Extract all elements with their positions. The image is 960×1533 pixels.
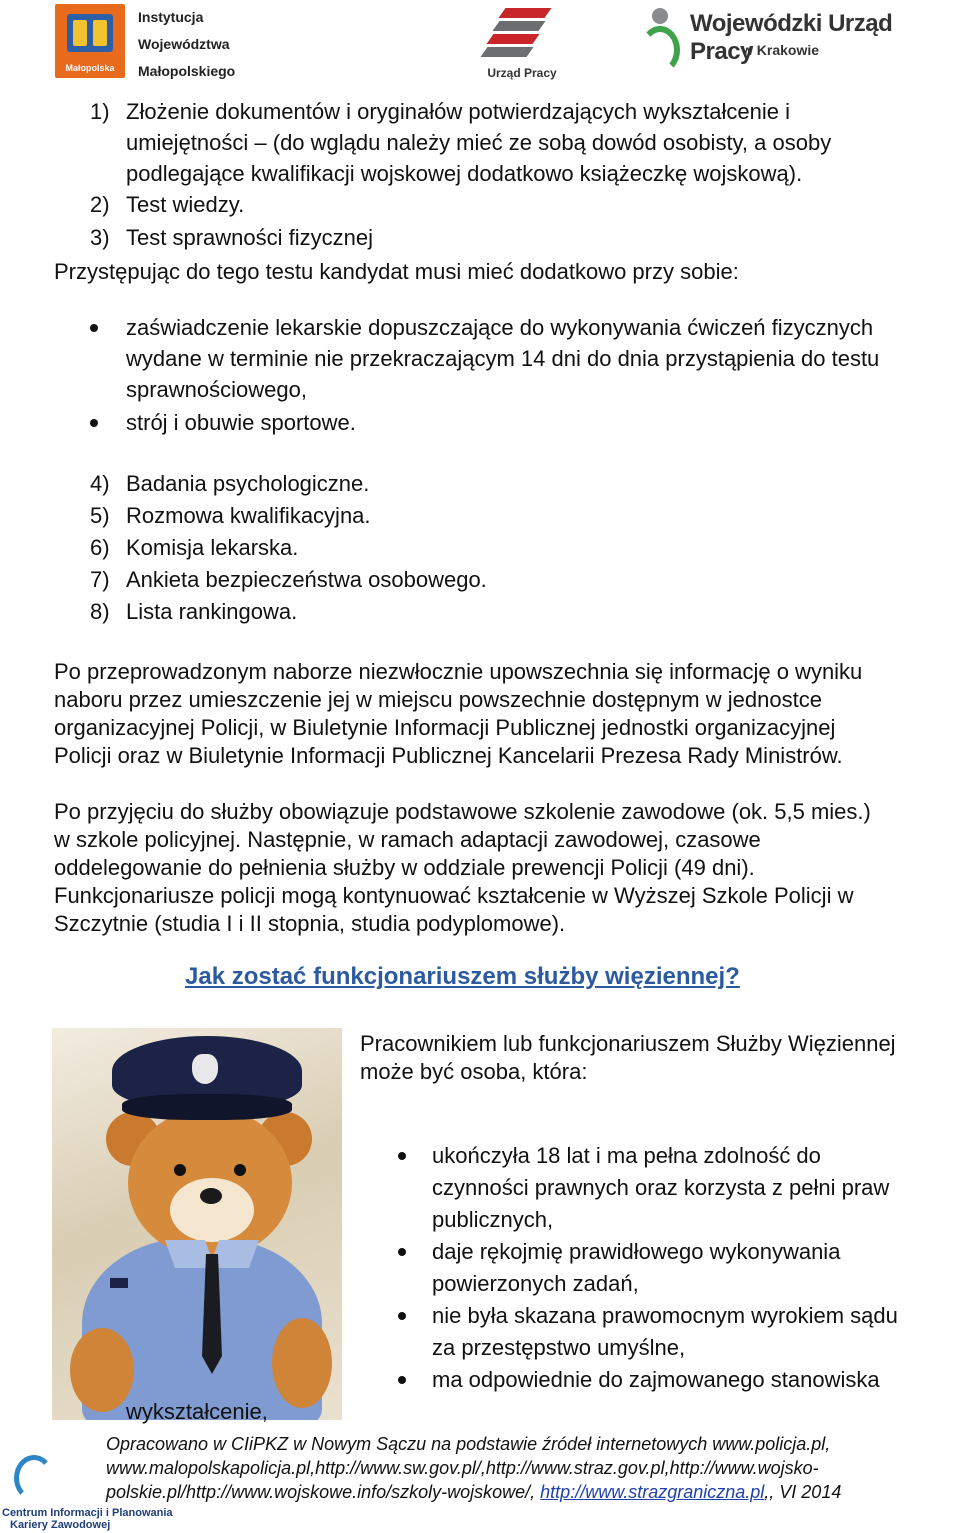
prison-continuation: wykształcenie,: [126, 1399, 268, 1424]
bullet-icon: [90, 324, 98, 332]
prison-bullet-1-line-2: czynności prawnych oraz korzysta z pełni praw: [432, 1175, 890, 1200]
step-3-bullet-2: strój i obuwie sportowe.: [126, 410, 356, 435]
eagle-emblem-icon: [192, 1054, 218, 1084]
teddy-bear-officer-image: [52, 1028, 342, 1420]
step-1-line-2: umiejętności – (do wglądu należy mieć ze sobą dowód osobisty, a osoby: [126, 130, 832, 155]
person-figure-icon: [638, 8, 682, 76]
step-4: 4) Badania psychologiczne.: [90, 471, 370, 496]
bullet-icon: [90, 419, 98, 427]
wup-krakow-logo: [630, 4, 960, 80]
step-8: 8) Lista rankingowa.: [90, 599, 298, 624]
ciipkz-swoosh-icon: [14, 1455, 54, 1501]
prison-bullet-1-line-1: ukończyła 18 lat i ma pełna zdolność do: [432, 1143, 821, 1168]
footer-line-1: Opracowano w CIiPKZ w Nowym Sączu na podstawie źródeł internetowych www.policja.pl,: [106, 1434, 831, 1454]
step-5: 5) Rozmowa kwalifikacyjna.: [90, 503, 371, 528]
ciipkz-name-line-1: Centrum Informacji i Planowania: [2, 1507, 173, 1519]
bullet-icon: [398, 1152, 406, 1160]
prison-service-heading: Jak zostać funkcjonariuszem służby więziennej?: [185, 963, 740, 990]
bullet-icon: [398, 1376, 406, 1384]
step-3-intro: Przystępując do tego testu kandydat musi mieć dodatkowo przy sobie:: [54, 259, 739, 284]
wup-name: Wojewódzki Urząd Pracy: [690, 10, 893, 65]
paragraph-1-line-4: Policji oraz w Biuletynie Informacji Publicznej Kancelarii Prezesa Rady Ministrów.: [54, 743, 843, 768]
paragraph-1-line-1: Po przeprowadzonym naborze niezwłocznie upowszechnia się informację o wyniku: [54, 659, 863, 684]
prison-bullet-2-line-1: daje rękojmię prawidłowego wykonywania: [432, 1239, 841, 1264]
prison-bullet-3-line-1: nie była skazana prawomocnym wyrokiem sądu: [432, 1303, 898, 1328]
wup-city: w Krakowie: [742, 42, 820, 58]
footer-line-2: www.malopolskapolicja.pl,http://www.sw.gov.pl/,http://www.straz.gov.pl,http://www.wojsko-: [106, 1458, 819, 1478]
malopolska-badge-text: Małopolska: [65, 63, 115, 73]
step-3-bullet-1-line-3: sprawnościowego,: [126, 377, 307, 402]
malopolska-badge: [55, 4, 125, 78]
ciipkz-name-line-2: Kariery Zawodowej: [10, 1519, 111, 1531]
step-1-line-1: 1) Złożenie dokumentów i oryginałów potwierdzających wykształcenie i: [90, 99, 790, 124]
step-3-bullet-1-line-2: wydane w terminie nie przekraczającym 14 dni do dnia przystąpienia do testu: [126, 346, 880, 371]
paragraph-2-line-1: Po przyjęciu do służby obowiązuje podstawowe szkolenie zawodowe (ok. 5,5 mies.): [54, 799, 871, 824]
step-3-bullet-1-line-1: zaświadczenie lekarskie dopuszczające do wykonywania ćwiczeń fizycznych: [126, 315, 874, 340]
urzad-pracy-stripes-icon: [484, 4, 558, 60]
bullet-icon: [398, 1312, 406, 1320]
prison-bullet-1-line-3: publicznych,: [432, 1207, 554, 1232]
prison-bullet-4-line-1: ma odpowiednie do zajmowanego stanowiska: [432, 1367, 880, 1392]
prison-bullet-2-line-2: powierzonych zadań,: [432, 1271, 639, 1296]
malopolska-emblem-icon: [67, 14, 113, 52]
bullet-icon: [398, 1248, 406, 1256]
paragraph-2-line-5: Szczytnie (studia I i II stopnia, studia podyplomowe).: [54, 911, 566, 936]
paragraph-2-line-2: w szkole policyjnej. Następnie, w ramach adaptacji zawodowej, czasowe: [54, 827, 761, 852]
urzad-pracy-logo: [472, 4, 572, 80]
step-3: 3) Test sprawności fizycznej: [90, 225, 373, 250]
paragraph-1-line-2: naboru przez umieszczenie jej w miejscu powszechnie dostępnym w jednostce: [54, 687, 822, 712]
institution-name: Instytucja Województwa Małopolskiego: [138, 9, 236, 79]
malopolska-institution-logo: [55, 4, 280, 78]
footer-line-3: polskie.pl/http://www.wojskowe.info/szkoly-wojskowe/, http://www.strazgraniczna.pl,, VI 2014: [106, 1482, 842, 1502]
strazgraniczna-link[interactable]: http://www.strazgraniczna.pl: [540, 1482, 765, 1502]
prison-intro-line-2: może być osoba, która:: [360, 1059, 588, 1084]
step-2: 2) Test wiedzy.: [90, 192, 245, 217]
step-6: 6) Komisja lekarska.: [90, 535, 299, 560]
prison-intro-line-1: Pracownikiem lub funkcjonariuszem Służby Więziennej: [360, 1031, 896, 1056]
paragraph-1-line-3: organizacyjnej Policji, w Biuletynie Informacji Publicznej jednostki organizacyjnej: [54, 715, 836, 740]
prison-bullet-3-line-2: za przestępstwo umyślne,: [432, 1335, 686, 1360]
paragraph-2-line-3: oddelegowanie do pełnienia służby w oddziale prewencji Policji (49 dni).: [54, 855, 755, 880]
step-7: 7) Ankieta bezpieczeństwa osobowego.: [90, 567, 487, 592]
paragraph-2-line-4: Funkcjonariusze policji mogą kontynuować kształcenie w Wyższej Szkole Policji w: [54, 883, 854, 908]
step-1-line-3: podlegające kwalifikacji wojskowej dodatkowo książeczkę wojskową).: [126, 161, 803, 186]
urzad-pracy-text: Urząd Pracy: [487, 66, 557, 80]
